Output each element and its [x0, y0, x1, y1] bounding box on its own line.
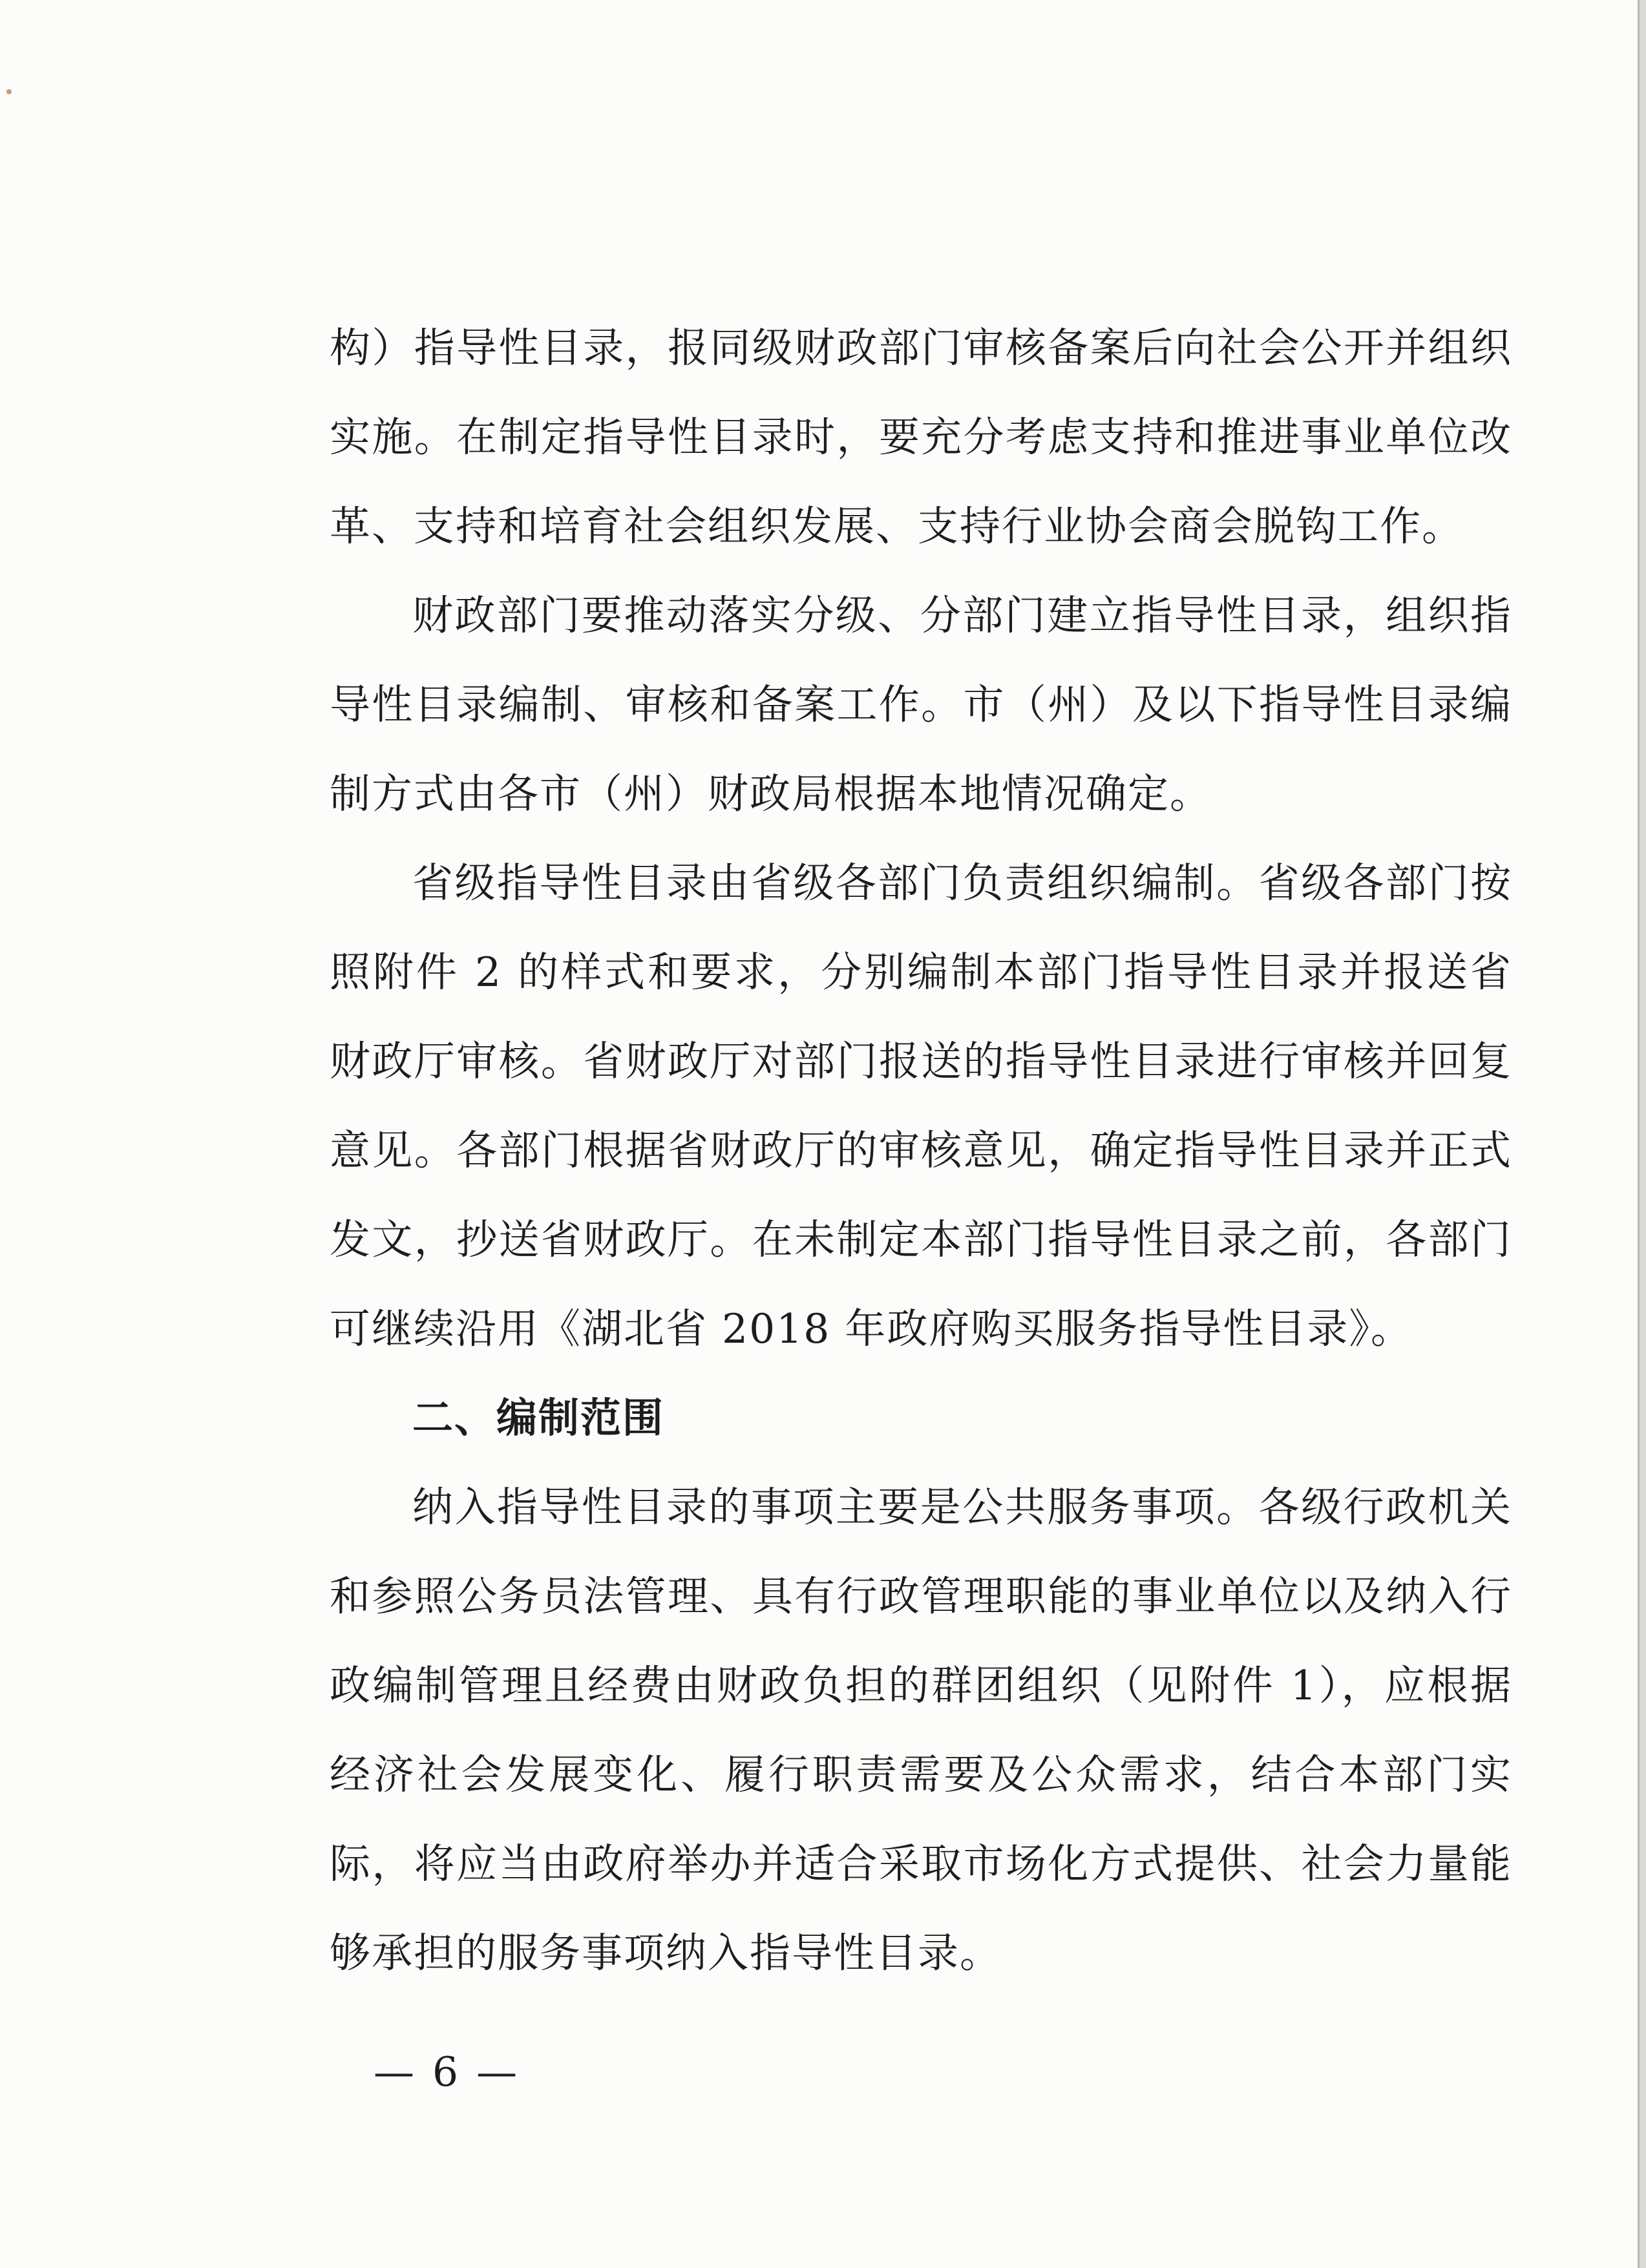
paragraph-continuation: 构）指导性目录，报同级财政部门审核备案后向社会公开并组织实施。在制定指导性目录时，要充分考虑支持和推进事业单位改革、支持和培育社会组织发展、支持行业协会商会脱钩工作。: [330, 324, 1512, 550]
paragraph-finance-departments: 财政部门要推动落实分级、分部门建立指导性目录，组织指导性目录编制、审核和备案工作。市（州）及以下指导性目录编制方式由各市（州）财政局根据本地情况确定。: [330, 592, 1512, 817]
paragraph-provincial-catalog: 省级指导性目录由省级各部门负责组织编制。省级各部门按照附件 2 的样式和要求，分别编制本部门指导性目录并报送省财政厅审核。省财政厅对部门报送的指导性目录进行审核并回复意见。各部门根据省财政厅的审核意见，确定指导性目录并正式发文，抄送省财政厅。在未制定本部门指导性目录之前，各部门可继续沿用《湖北省 2018 年政府购买服务指导性目录》。: [330, 859, 1512, 1352]
page-number: — 6 —: [374, 2048, 520, 2095]
paragraph-scope: 纳入指导性目录的事项主要是公共服务事项。各级行政机关和参照公务员法管理、具有行政管理职能的事业单位以及纳入行政编制管理且经费由财政负担的群团组织（见附件 1），应根据经济社会发展变化、履行职责需要及公众需求，结合本部门实际，将应当由政府举办并适合采取市场化方式提供、社会力量能够承担的服务事项纳入指导性目录。: [330, 1484, 1512, 1977]
scan-right-edge: [1638, 0, 1646, 2268]
section-heading: 二、编制范围: [412, 1394, 664, 1442]
document-body: [330, 304, 1512, 1998]
scan-speck: [6, 89, 12, 94]
